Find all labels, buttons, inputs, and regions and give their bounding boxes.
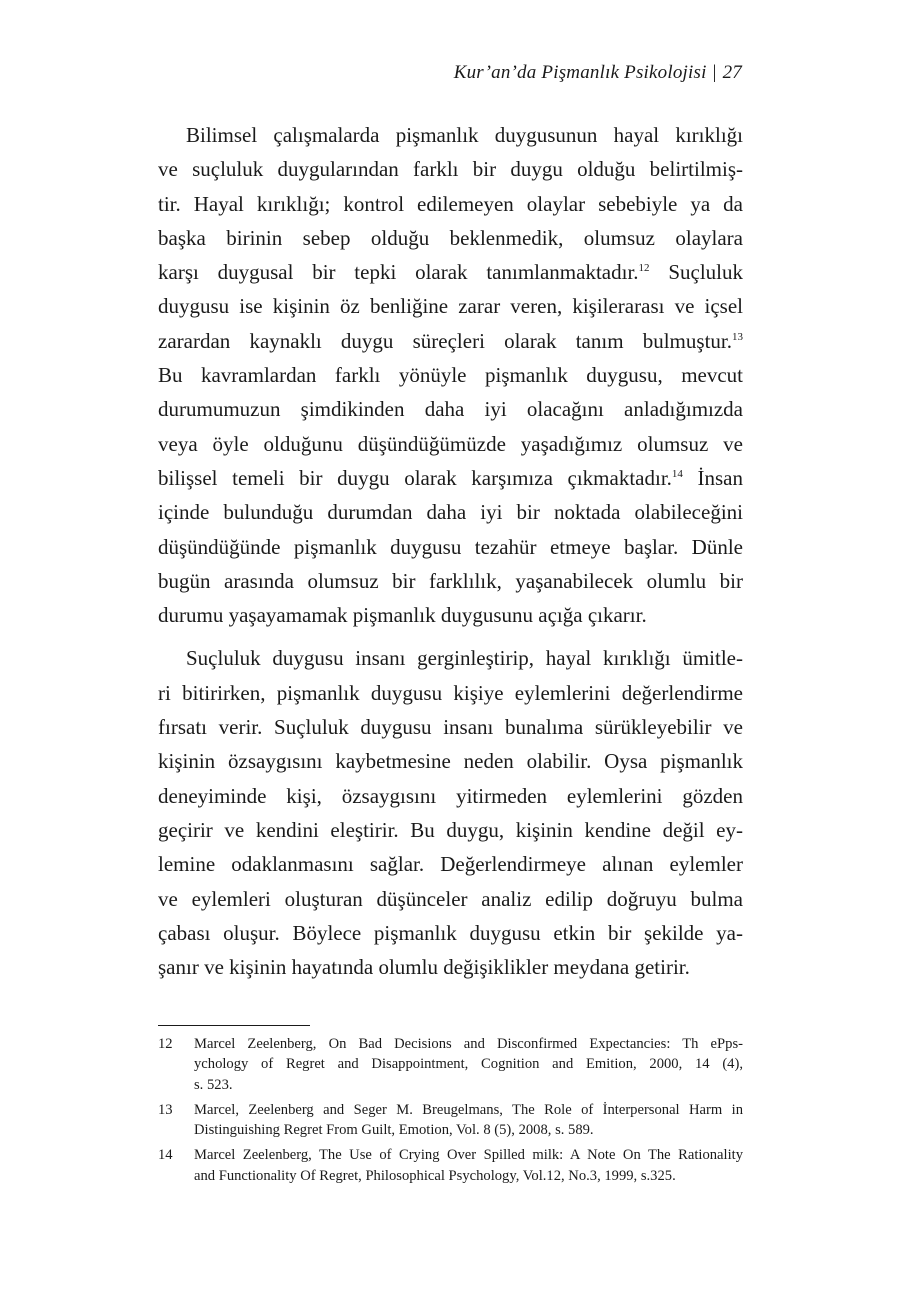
text-line — [158, 641, 743, 675]
line-text: ve eylemleri oluşturan düşünceler analiz edilip doğruyu bulma — [158, 886, 743, 911]
footnote-line: Distinguishing Regret From Guilt, Emotion, Vol. 8 (5), 2008, s. 589. — [194, 1122, 594, 1139]
text-line — [158, 324, 743, 358]
text-line — [158, 187, 743, 221]
text-line — [158, 710, 743, 744]
text-line — [158, 847, 743, 881]
footnote-number: 12 — [158, 1036, 173, 1052]
footnote — [158, 1034, 743, 1095]
footnote-rule — [158, 1025, 310, 1026]
text-line — [158, 392, 743, 426]
page-number: 27 — [722, 62, 742, 83]
line-text: bilişsel temeli bir duygu olarak karşımıza çıkmaktadır. — [158, 465, 672, 490]
footnote-reference[interactable]: 14 — [671, 467, 683, 480]
footnote — [158, 1100, 743, 1141]
line-text: geçirir ve kendini eleştirir. Bu duygu, kişinin kendine değil ey- — [158, 817, 743, 842]
line-text: kişinin özsaygısını kaybetmesine neden olabilir. Oysa pişmanlık — [158, 749, 743, 774]
text-line — [158, 255, 743, 289]
text-line — [158, 779, 743, 813]
line-text-after: Suçluluk — [649, 260, 743, 285]
footnote-line: Marcel, Zeelenberg and Seger M. Breugelmans, The Role of İnterpersonal Harm in — [194, 1101, 743, 1118]
running-header — [454, 62, 742, 84]
footnote-reference[interactable]: 13 — [732, 330, 743, 343]
text-line — [158, 564, 743, 598]
line-text: duygusu ise kişinin öz benliğine zarar veren, kişilerarası ve içsel — [158, 294, 743, 319]
text-line — [158, 916, 743, 950]
line-text: Bilimsel çalışmalarda pişmanlık duygusunun hayal kırıklığı — [186, 123, 743, 147]
line-text: fırsatı verir. Suçluluk duygusu insanı bunalıma sürükleyebilir ve — [158, 715, 743, 740]
main-text — [158, 118, 743, 984]
text-line — [158, 358, 743, 392]
footnote-line: ychology of Regret and Disappointment, Cognition and Emition, 2000, 14 (4), — [194, 1056, 743, 1073]
line-text: bugün arasında olumsuz bir farklılık, yaşanabilecek olumlu bir — [158, 568, 743, 593]
footnotes — [158, 1034, 743, 1191]
line-text: Suçluluk duygusu insanı gerginleştirip, hayal kırıklığı ümitle- — [186, 646, 743, 671]
footnote-text — [194, 1034, 743, 1095]
line-text-after: İnsan — [682, 465, 743, 490]
footnote-line: s. 523. — [194, 1076, 233, 1093]
line-text: çabası oluşur. Böylece pişmanlık duygusu etkin bir şekilde ya- — [158, 920, 743, 945]
line-text: tir. Hayal kırıklığı; kontrol edilemeyen olaylar sebebiyle ya da — [158, 191, 743, 216]
text-line — [158, 950, 743, 984]
footnote-number: 13 — [158, 1101, 173, 1118]
line-text: veya öyle olduğunu düşündüğümüzde yaşadığımız olumsuz ve — [158, 431, 743, 456]
line-text: deneyiminde kişi, özsaygısını yitirmeden eylemlerini gözden — [158, 783, 743, 808]
footnote — [158, 1145, 743, 1186]
line-text: ri bitirirken, pişmanlık duygusu kişiye eylemlerini değerlendirme — [158, 680, 743, 705]
book-title: Kur’an’da Pişmanlık Psikolojisi — [453, 62, 707, 83]
text-line — [158, 427, 743, 461]
line-text: lemine odaklanmasını sağlar. Değerlendirmeye alınan eylemler — [158, 852, 743, 877]
text-line — [158, 461, 743, 495]
paragraph — [158, 118, 743, 632]
text-line — [158, 118, 743, 152]
paragraph — [158, 641, 743, 984]
text-line — [158, 289, 743, 323]
footnote-text — [194, 1100, 743, 1141]
footnote-number: 14 — [158, 1147, 173, 1164]
line-text: karşı duygusal bir tepki olarak tanımlanmaktadır. — [158, 260, 639, 285]
text-line — [158, 744, 743, 778]
text-line — [158, 598, 743, 632]
footnote-line: Marcel Zeelenberg, The Use of Crying Over Spilled milk: A Note On The Rationality — [194, 1147, 743, 1164]
text-line — [158, 152, 743, 186]
line-text: durumumuzun şimdikinden daha iyi olacağını anladığımızda — [158, 397, 743, 422]
footnote-reference[interactable]: 12 — [638, 262, 650, 275]
text-line — [158, 530, 743, 564]
footnote-text — [194, 1145, 743, 1186]
header-separator: | — [712, 62, 717, 83]
line-text: düşündüğünde pişmanlık duygusu tezahür etmeye başlar. Dünle — [158, 534, 743, 559]
line-text: durumu yaşayamamak pişmanlık duygusunu açığa çıkarır. — [158, 603, 647, 628]
text-line — [158, 813, 743, 847]
text-line — [158, 882, 743, 916]
text-line — [158, 221, 743, 255]
footnote-line: and Functionality Of Regret, Philosophical Psychology, Vol.12, No.3, 1999, s.325. — [194, 1167, 676, 1184]
line-text: Bu kavramlardan farklı yönüyle pişmanlık duygusu, mevcut — [158, 363, 743, 388]
text-line — [158, 676, 743, 710]
line-text: başka birinin sebep olduğu beklenmedik, olumsuz olaylara — [158, 225, 743, 250]
line-text: şanır ve kişinin hayatında olumlu değişiklikler meydana getirir. — [158, 955, 690, 980]
line-text: ve suçluluk duygularından farklı bir duygu olduğu belirtilmiş- — [158, 157, 743, 182]
line-text: içinde bulunduğu durumdan daha iyi bir noktada olabileceğini — [158, 500, 743, 525]
footnote-line: Marcel Zeelenberg, On Bad Decisions and Disconfirmed Expectancies: Th ePps- — [194, 1036, 743, 1052]
line-text: zarardan kaynaklı duygu süreçleri olarak tanım bulmuştur. — [158, 328, 732, 353]
text-line — [158, 495, 743, 529]
